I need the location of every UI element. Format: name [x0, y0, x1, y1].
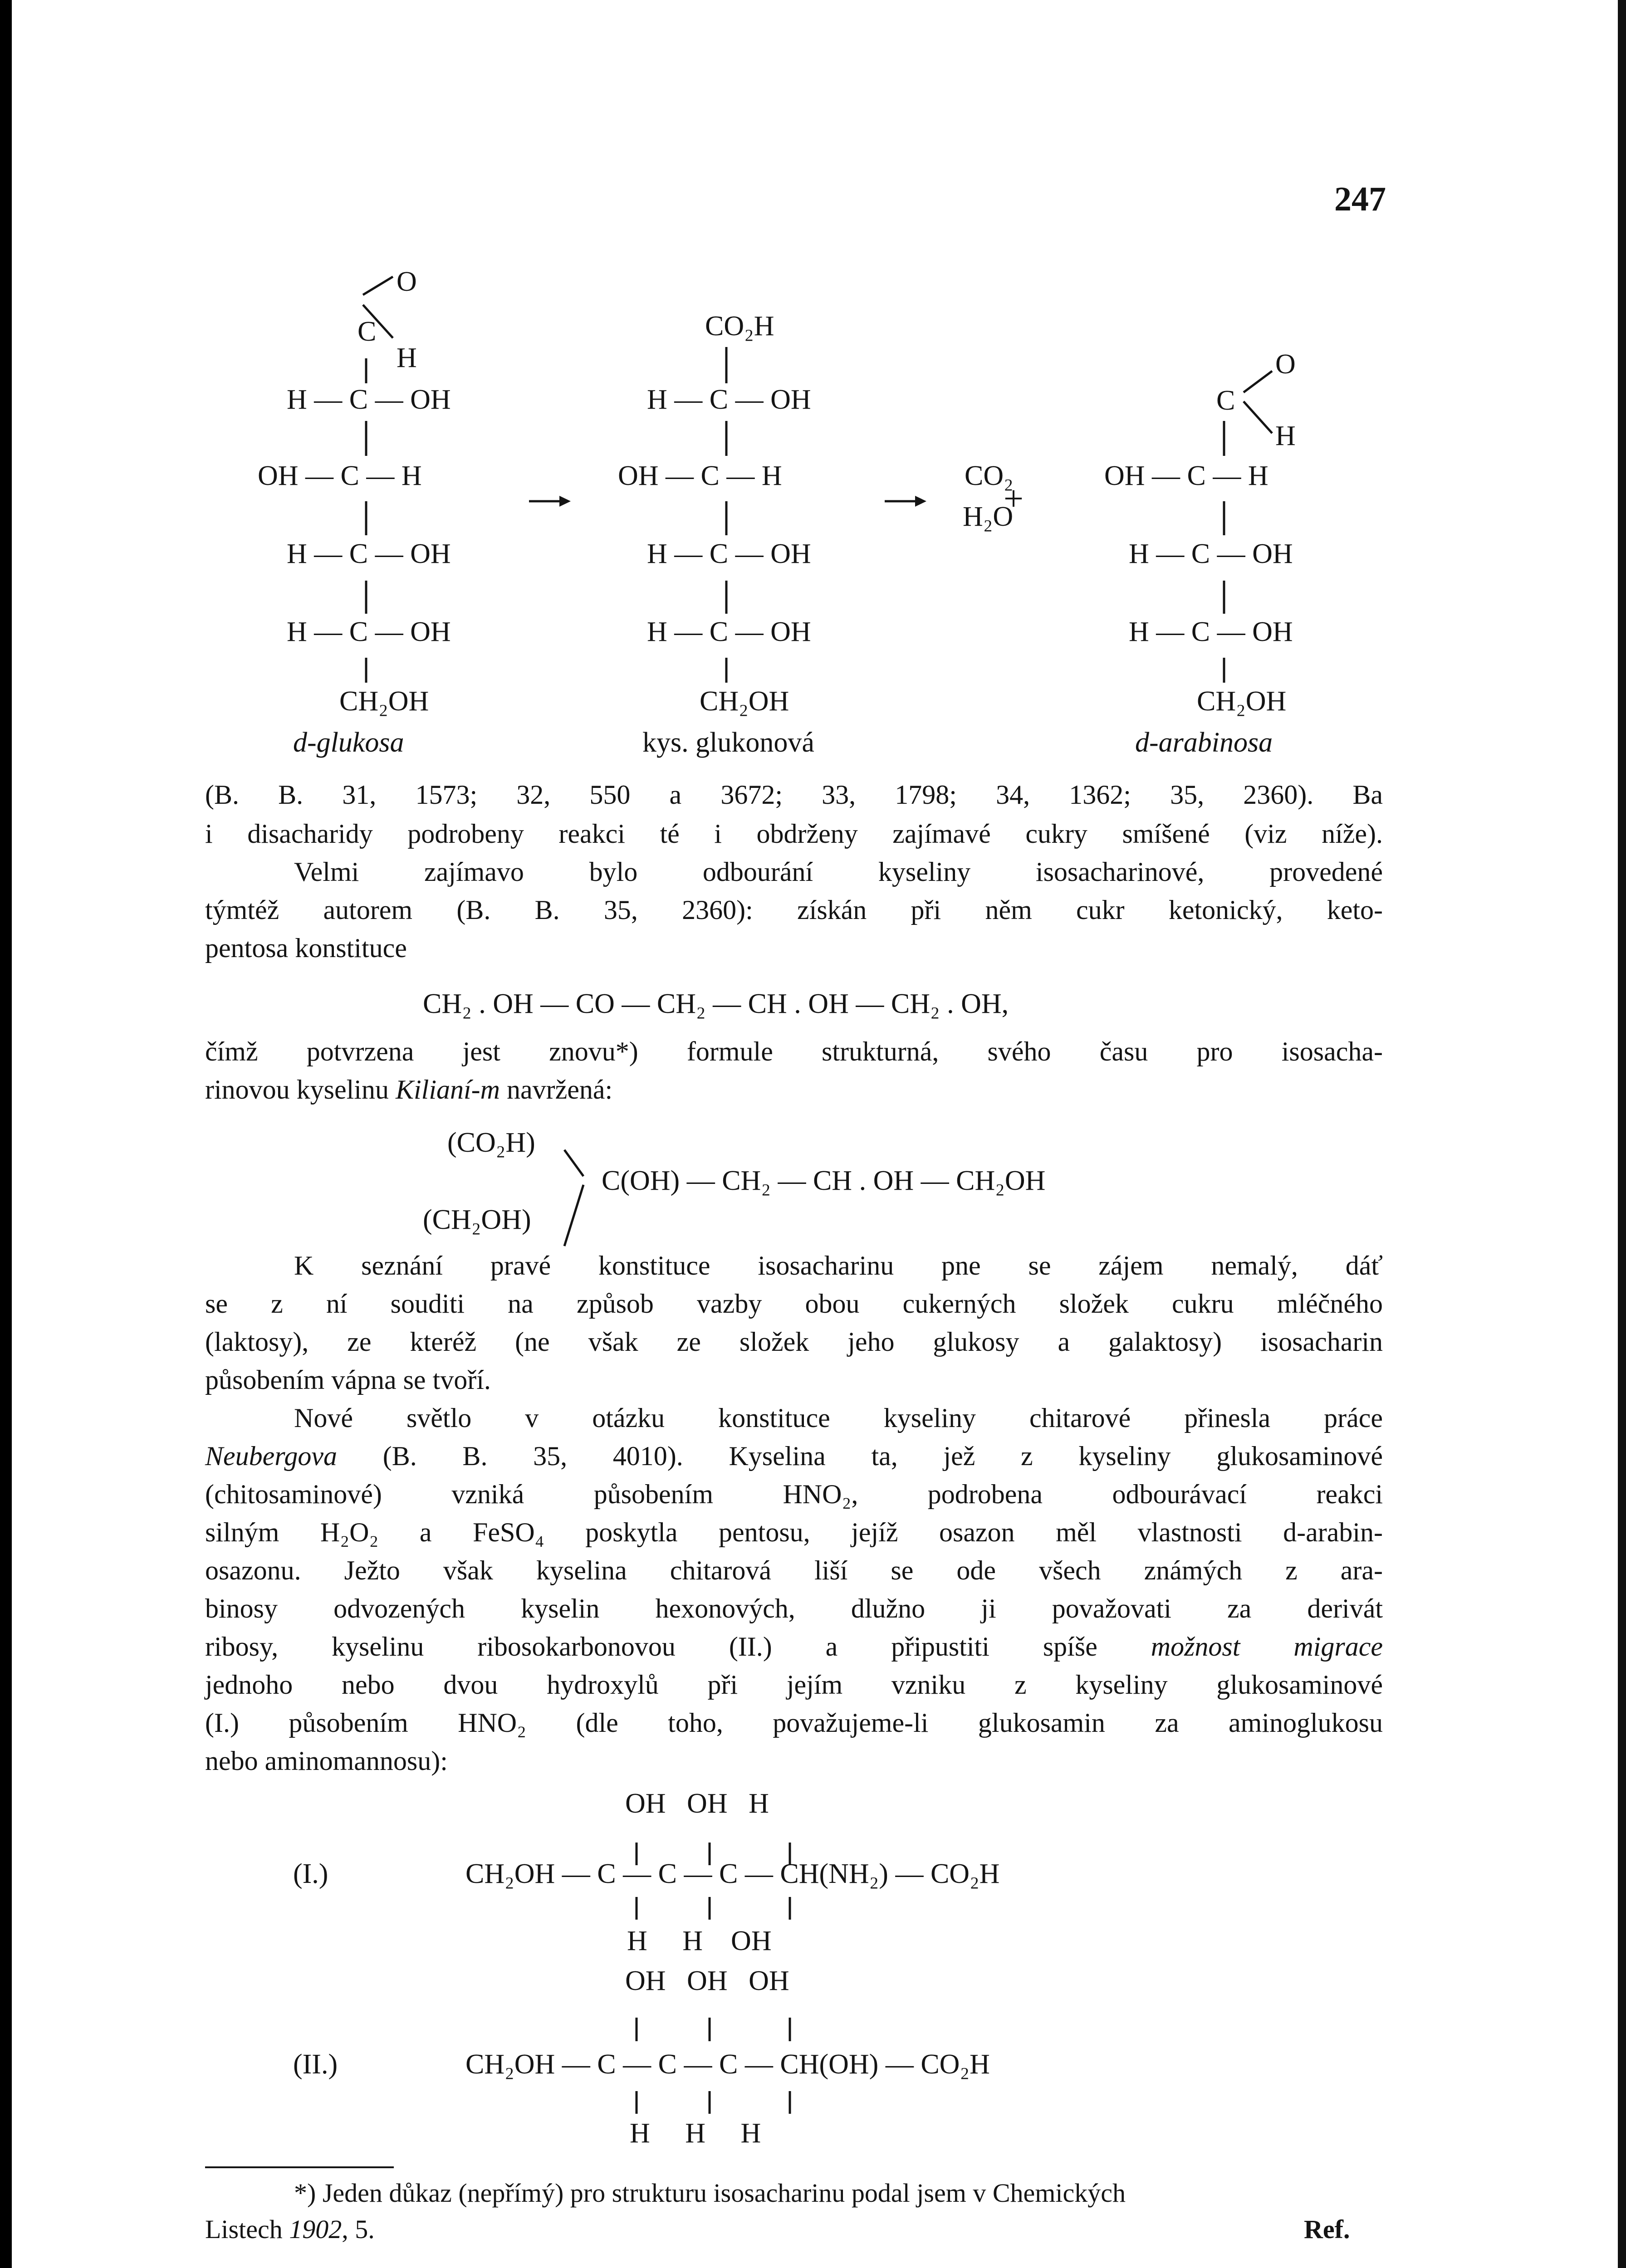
text-line-7c: navržená:: [500, 1075, 613, 1105]
text-line-16: osazonu. Ježto však kyselina chitarová liší se ode všech známých z ara-: [205, 1555, 1383, 1585]
page-number: 247: [1334, 180, 1386, 218]
gluconic-row-4: H — C — OH: [647, 616, 811, 647]
formula-chain: C(OH) — CH₂ — CH . OH — CH₂OH: [602, 1165, 1046, 1196]
footnote-2c: , 5.: [342, 2214, 375, 2244]
gluconic-bottom: CH₂OH: [700, 686, 789, 717]
product-h2o: H₂O: [963, 501, 1014, 532]
text-line-12: Nové světlo v otázku konstituce kyseliny chitarové přinesla práce: [294, 1403, 1383, 1433]
arabinose-row-1: OH — C — H: [1104, 460, 1268, 491]
text-line-11: působením vápna se tvoří.: [205, 1365, 491, 1395]
text-line-3: Velmi zajímavo bylo odbourání kyseliny isosacharinové, provedené: [294, 857, 1383, 887]
formula-i-label: (I.): [293, 1858, 328, 1889]
formula-ketopentose: CH₂ . OH — CO — CH₂ — CH . OH — CH₂ . OH,: [423, 988, 1009, 1019]
author-kiliani: Kilianí-m: [395, 1075, 500, 1105]
arabinose-aldehyde-h: H: [1275, 420, 1296, 451]
glucose-row-4: H — C — OH: [287, 616, 451, 647]
glucose-carbonyl-o: O: [397, 266, 417, 297]
text-line-4: týmtéž autorem (B. B. 35, 2360): získán při něm cukr ketonický, keto-: [205, 895, 1383, 925]
footnote-line-1: *) Jeden důkaz (nepřímý) pro strukturu isosacharinu podal jsem v Chemických: [294, 2178, 1126, 2208]
page-edge-shadow: [1618, 0, 1626, 2268]
gluconic-row-2: OH — C — H: [618, 460, 782, 491]
text-line-7a: rinovou kyselinu: [205, 1075, 396, 1105]
gluconic-row-3: H — C — OH: [647, 538, 811, 569]
author-neuberg: Neubergova: [205, 1441, 338, 1471]
arabinose-row-2: H — C — OH: [1129, 538, 1293, 569]
formula-co2h: (CO₂H): [447, 1127, 535, 1158]
arabinose-bottom: CH₂OH: [1197, 686, 1287, 717]
formula-i-bottom: H H OH: [627, 1926, 772, 1956]
plus-sign: +: [1004, 479, 1024, 518]
glucose-row-2: OH — C — H: [258, 460, 422, 491]
text-line-20: (I.) působením HNO₂ (dle toho, považujeme-li glukosamin za aminoglukosu: [205, 1708, 1383, 1738]
text-line-2: i disacharidy podrobeny reakci té i obdrženy zajímavé cukry smíšené (viz níže).: [205, 819, 1383, 849]
formula-ch2oh: (CH₂OH): [423, 1204, 531, 1235]
arabinose-carbonyl-o: O: [1275, 349, 1296, 380]
text-line-10: (laktosy), ze kteréž (ne však ze složek jeho glukosy a galaktosy) isosacharin: [205, 1327, 1383, 1357]
formula-ii-top: OH OH OH: [625, 1965, 789, 1996]
footnote-line-2: [205, 2216, 375, 2243]
footnote-ref: Ref.: [1304, 2214, 1350, 2244]
text-line-15: silným H₂O₂ a FeSO₄ poskytla pentosu, jejíž osazon měl vlastnosti d-arabin-: [205, 1517, 1383, 1547]
arabinose-carbonyl-c: C: [1216, 385, 1235, 416]
gluconic-row-1: H — C — OH: [647, 384, 811, 415]
glucose-aldehyde-h: H: [397, 342, 417, 373]
gluconic-name: kys. glukonová: [642, 727, 814, 758]
glucose-bottom: CH₂OH: [339, 686, 429, 717]
text-line-5: pentosa konstituce: [205, 933, 407, 963]
formula-ii-label: (II.): [293, 2049, 338, 2080]
gluconic-top: CO₂H: [705, 311, 774, 342]
glucose-carbonyl-c: C: [358, 316, 377, 347]
book-page: [12, 0, 1618, 2268]
text-line-9: se z ní souditi na způsob vazby obou cukerných složek cukru mléčného: [205, 1289, 1383, 1319]
glucose-row-1: H — C — OH: [287, 384, 451, 415]
arabinose-name: d-arabinosa: [1135, 727, 1273, 758]
structure-bonds: [12, 0, 1618, 2268]
text-line-19: jednoho nebo dvou hydroxylů při jejím vzniku z kyseliny glukosaminové: [205, 1670, 1383, 1700]
footnote-year: 1902: [289, 2214, 342, 2244]
text-line-14: (chitosaminové) vzniká působením HNO₂, podrobena odbourávací reakci: [205, 1479, 1383, 1509]
glucose-name: d-glukosa: [293, 727, 404, 758]
text-line-13b: (B. B. 35, 4010). Kyselina ta, jež z kyseliny glukosaminové: [337, 1441, 1383, 1471]
text-line-8: K seznání pravé konstituce isosacharinu pne se zájem nemalý, dáť: [294, 1251, 1383, 1281]
text-line-6: čímž potvrzena jest znovu*) formule strukturná, svého času pro isosacha-: [205, 1036, 1383, 1066]
arabinose-row-3: H — C — OH: [1129, 616, 1293, 647]
possible-migration: možnost migrace: [1151, 1632, 1383, 1662]
text-line-13: [205, 1442, 1383, 1470]
formula-i-top: OH OH H: [625, 1788, 769, 1819]
text-line-7: [205, 1076, 612, 1103]
text-line-18: [205, 1633, 1383, 1660]
product-co2: CO₂: [965, 460, 1014, 491]
text-line-17: binosy odvozených kyselin hexonových, dlužno ji považovati za derivát: [205, 1593, 1383, 1623]
footnote-2a: Listech: [205, 2214, 289, 2244]
text-line-1: (B. B. 31, 1573; 32, 550 a 3672; 33, 1798; 34, 1362; 35, 2360). Ba: [205, 780, 1383, 810]
formula-ii-bottom: H H H: [630, 2118, 761, 2149]
text-line-18a: ribosy, kyselinu ribosokarbonovou (II.) a připustiti spíše: [205, 1632, 1151, 1662]
formula-i-main: CH₂OH — C — C — C — CH(NH₂) — CO₂H: [465, 1858, 1000, 1889]
text-line-21: nebo aminomannosu):: [205, 1746, 448, 1776]
glucose-row-3: H — C — OH: [287, 538, 451, 569]
formula-ii-main: CH₂OH — C — C — C — CH(OH) — CO₂H: [465, 2049, 990, 2080]
